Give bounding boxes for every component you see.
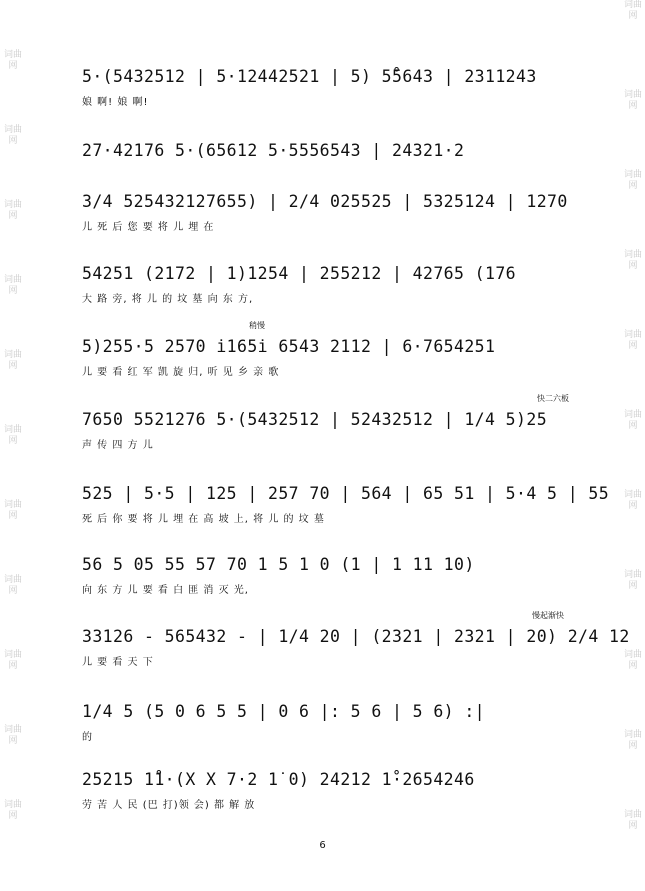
tempo-annotation: 慢起渐快 [532,611,564,620]
watermark-column-left [4,0,22,891]
notation-line: 5·(5432512 | 5·12442521 | 5) 5̊5643 | 2311243 [82,67,537,86]
notation-line: 25215 1̊1·(X X 7·2 1̇ 0) 24212 1̊·2654246 [82,770,475,789]
lyrics-line: 儿 要 看 天 下 [82,657,154,668]
watermark: 词曲网 [4,500,23,521]
watermark: 词曲网 [4,200,23,221]
notation-line: 27·42176 5·(65612 5·5556543 | 24321·2 [82,141,465,160]
watermark: 词曲网 [624,650,643,671]
watermark: 词曲网 [624,0,643,21]
watermark: 词曲网 [4,800,23,821]
watermark: 词曲网 [4,650,23,671]
lyrics-line: 儿 要 看 红 军 凯 旋 归, 听 见 乡 亲 歌 [82,367,280,378]
lyrics-line [82,169,567,185]
watermark: 词曲网 [624,250,643,271]
lyrics-line: 儿 死 后 您 要 将 儿 埋 在 [82,222,215,233]
notation-line: 1/4 5 (5 0 6 5 5 | 0 6 |: 5 6 | 5 6) :| [82,702,486,721]
watermark: 词曲网 [624,330,643,351]
lyrics-line: 娘 啊! 娘 啊! [82,97,149,108]
tempo-annotation: 稍慢 [249,321,265,330]
lyrics-line: 死 后 你 要 将 儿 埋 在 高 坡 上, 将 儿 的 坟 墓 [82,514,325,525]
notation-line: 54251 (2172 | 1)1254 | 255212 | 42765 (176 [82,264,517,283]
watermark: 词曲网 [4,350,23,371]
watermark: 词曲网 [4,125,23,146]
watermark: 词曲网 [624,490,643,511]
notation-line: 56 5 05 55 57 70 1 5 1 0 (1 | 1 11 10) [82,555,475,574]
lyrics-line: 声 传 四 方 儿 [82,440,154,451]
tempo-annotation: 快二六板 [537,394,569,403]
watermark: 词曲网 [624,90,643,111]
watermark: 词曲网 [4,425,23,446]
watermark-column-right [624,0,642,891]
watermark: 词曲网 [624,170,643,191]
watermark: 词曲网 [624,410,643,431]
notation-line: 33126 - 565432 - | 1/4 20 | (2321 | 2321 | 20) 2/4 12 [82,627,630,646]
page-number: 6 [319,840,326,851]
watermark: 词曲网 [4,575,23,596]
watermark: 词曲网 [4,275,23,296]
lyrics-line: 的 [82,732,93,743]
notation-line: 3/4 525432127655) | 2/4 025525 | 5325124 | 1270 [82,192,568,211]
lyrics-line: 大 路 旁, 将 儿 的 坟 墓 向 东 方, [82,294,254,305]
lyrics-line: 向 东 方 儿 要 看 白 匪 消 灭 光, [82,585,249,596]
watermark: 词曲网 [624,570,643,591]
notation-line: 525 | 5·5 | 125 | 257 70 | 564 | 65 51 | 5·4 5 | 55 [82,484,610,503]
notation-line: 5)255·5 2570 i̇165i̇ 6543 2112 | 6·7654251 [82,337,496,356]
watermark: 词曲网 [4,50,23,71]
watermark: 词曲网 [624,730,643,751]
notation-line: 7650 5521276 5·(5432512 | 52432512 | 1/4 5)25 [82,410,548,429]
lyrics-line: 劳 苦 人 民 (巴 打)领 会) 都 解 放 [82,800,256,811]
watermark: 词曲网 [4,725,23,746]
watermark: 词曲网 [624,810,643,831]
